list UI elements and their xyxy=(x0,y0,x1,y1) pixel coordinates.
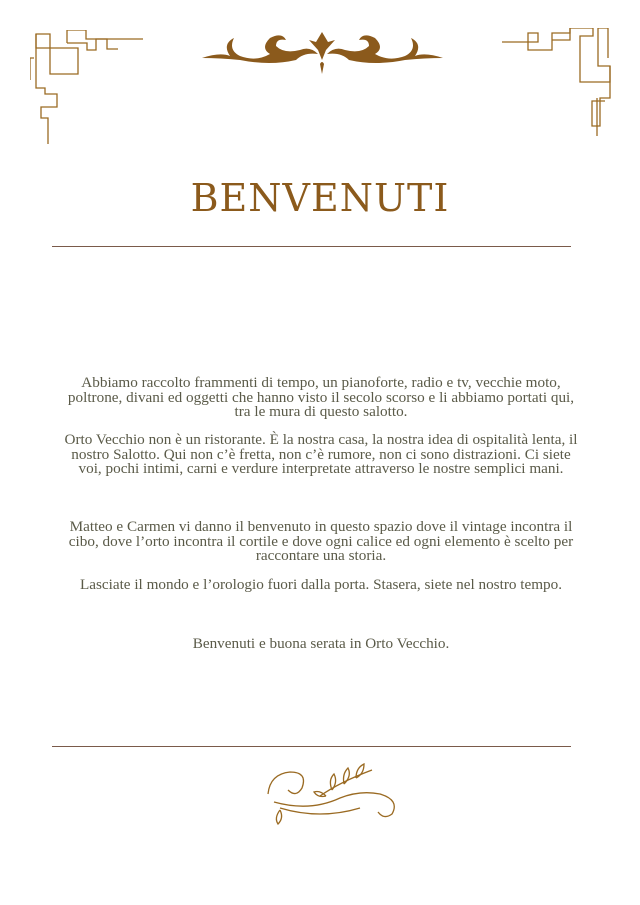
paragraph-lasciate: Lasciate il mondo e l’orologio fuori dalla porta. Stasera, siete nel nostro tempo. xyxy=(79,576,563,593)
paragraph-closing: Benvenuti e buona serata in Orto Vecchio. xyxy=(192,635,450,652)
corner-ornament-top-right-icon xyxy=(500,28,615,140)
floral-footer-ornament-icon xyxy=(260,762,405,828)
flourish-header-ornament-icon xyxy=(200,24,445,76)
divider-bottom xyxy=(52,746,571,747)
divider-top xyxy=(52,246,571,247)
paragraph-hosts: Matteo e Carmen vi danno il benvenuto in questo spazio dove il vintage incontra il cibo, dove l’orto incontra il cortile e dove ogni calice ed ogni elemento è scelto per raccontare una storia. xyxy=(68,518,574,564)
paragraph-intro: Abbiamo raccolto frammenti di tempo, un pianoforte, radio e tv, vecchie moto, poltrone, divani ed oggetti che hanno visto il secolo scorso e li abbiamo portati qui, tra le mura di questo salotto. xyxy=(67,374,575,420)
paragraph-orto-vecchio: Orto Vecchio non è un ristorante. È la nostra casa, la nostra idea di ospitalità lenta, il nostro Salotto. Qui non c’è fretta, non c’è rumore, non ci sono distrazioni. Ci siete voi, pochi intimi, carni e verdure interpretate attraverso le nostre semplici mani. xyxy=(64,431,578,477)
corner-ornament-top-left-icon xyxy=(30,30,150,150)
page-title: BENVENUTI xyxy=(190,176,450,220)
